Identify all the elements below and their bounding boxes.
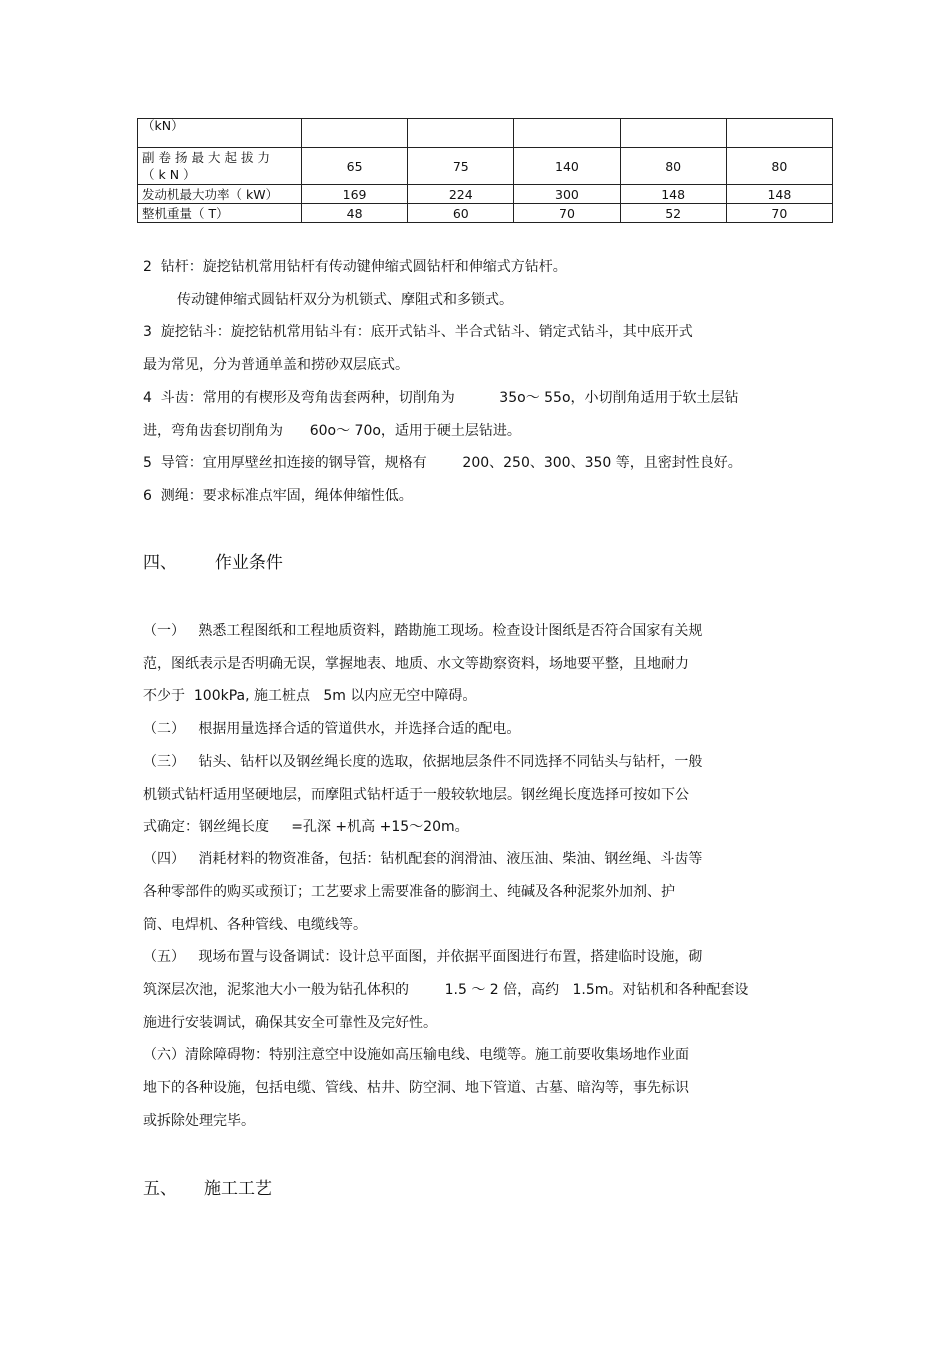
cell [620,119,726,148]
section4-line: 或拆除处理完毕。 [143,1113,255,1129]
cell: 60 [408,204,514,223]
row-label: （kN） [138,119,302,148]
cell: 169 [302,185,408,204]
section4-line: 地下的各种设施，包括电缆、管线、枯井、防空洞、地下管道、古墓、暗沟等，事先标识 [143,1080,689,1096]
equipment-line: 5 导管：宜用厚壁丝扣连接的钢导管，规格有 200、250、300、350 等，且密封性良好。 [143,455,742,471]
cell: 148 [726,185,832,204]
section4-line: （五） 现场布置与设备调试：设计总平面图，并依据平面图进行布置，搭建临时设施，砌 [143,949,703,965]
cell: 300 [514,185,620,204]
cell: 48 [302,204,408,223]
row-label: 发动机最大功率（ kW） [138,185,302,204]
cell: 148 [620,185,726,204]
cell: 80 [620,148,726,185]
equipment-line: 3 旋挖钻斗：旋挖钻机常用钻斗有：底开式钻斗、半合式钻斗、销定式钻斗，其中底开式 [143,324,693,340]
row-label: 副卷扬最大起拔力（kN） [138,148,302,185]
table-row [138,204,833,223]
cell: 65 [302,148,408,185]
cell: 75 [408,148,514,185]
table-row [138,119,833,148]
section4-line: 式确定：钢丝绳长度 =孔深 +机高 +15～20m。 [143,819,469,835]
table-row [138,185,833,204]
cell [726,119,832,148]
equipment-line: 4 斗齿：常用的有楔形及弯角齿套两种，切削角为 35o～ 55o，小切削角适用于软土层钻 [143,390,739,406]
section4-line: （一） 熟悉工程图纸和工程地质资料，踏勘施工现场。检查设计图纸是否符合国家有关规 [143,623,703,639]
equipment-line: 最为常见，分为普通单盖和捞砂双层底式。 [143,357,409,373]
cell: 70 [514,204,620,223]
cell: 140 [514,148,620,185]
section4-line: 筑深层次池，泥浆池大小一般为钻孔体积的 1.5 ～ 2 倍，高约 1.5m。对钻机和各种配套设 [143,982,749,998]
section4-line: （四） 消耗材料的物资准备，包括：钻机配套的润滑油、液压油、柴油、钢丝绳、斗齿等 [143,851,703,867]
cell [514,119,620,148]
section4-line: 不少于 100kPa, 施工桩点 5m 以内应无空中障碍。 [143,688,477,704]
equipment-line: 传动键伸缩式圆钻杆双分为机锁式、摩阻式和多锁式。 [177,292,513,308]
section-heading-4: 四、 作业条件 [143,553,283,573]
equipment-line: 2 钻杆：旋挖钻机常用钻杆有传动键伸缩式圆钻杆和伸缩式方钻杆。 [143,259,567,275]
row-label: 整机重量（ T） [138,204,302,223]
spec-table [137,118,833,223]
section-heading-5: 五、 施工工艺 [143,1179,273,1199]
section4-line: 筒、电焊机、各种管线、电缆线等。 [143,917,367,933]
section4-line: 范，图纸表示是否明确无误，掌握地表、地质、水文等勘察资料，场地要平整，且地耐力 [143,656,689,672]
cell: 224 [408,185,514,204]
cell: 70 [726,204,832,223]
section4-line: 各种零部件的购买或预订；工艺要求上需要准备的膨润土、纯碱及各种泥浆外加剂、护 [143,884,675,900]
section4-line: （二） 根据用量选择合适的管道供水，并选择合适的配电。 [143,721,521,737]
section4-line: 施进行安装调试，确保其安全可靠性及完好性。 [143,1015,437,1031]
equipment-line: 进，弯角齿套切削角为 60o～ 70o，适用于硬土层钻进。 [143,423,521,439]
section4-line: 机锁式钻杆适用坚硬地层，而摩阻式钻杆适于一般较软地层。钢丝绳长度选择可按如下公 [143,787,689,803]
equipment-line: 6 测绳：要求标准点牢固，绳体伸缩性低。 [143,488,413,504]
section4-line: （三） 钻头、钻杆以及钢丝绳长度的选取，依据地层条件不同选择不同钻头与钻杆，一般 [143,754,703,770]
table-row [138,148,833,185]
cell [302,119,408,148]
cell: 52 [620,204,726,223]
cell [408,119,514,148]
section4-line: （六）清除障碍物：特别注意空中设施如高压输电线、电缆等。施工前要收集场地作业面 [143,1047,689,1063]
cell: 80 [726,148,832,185]
